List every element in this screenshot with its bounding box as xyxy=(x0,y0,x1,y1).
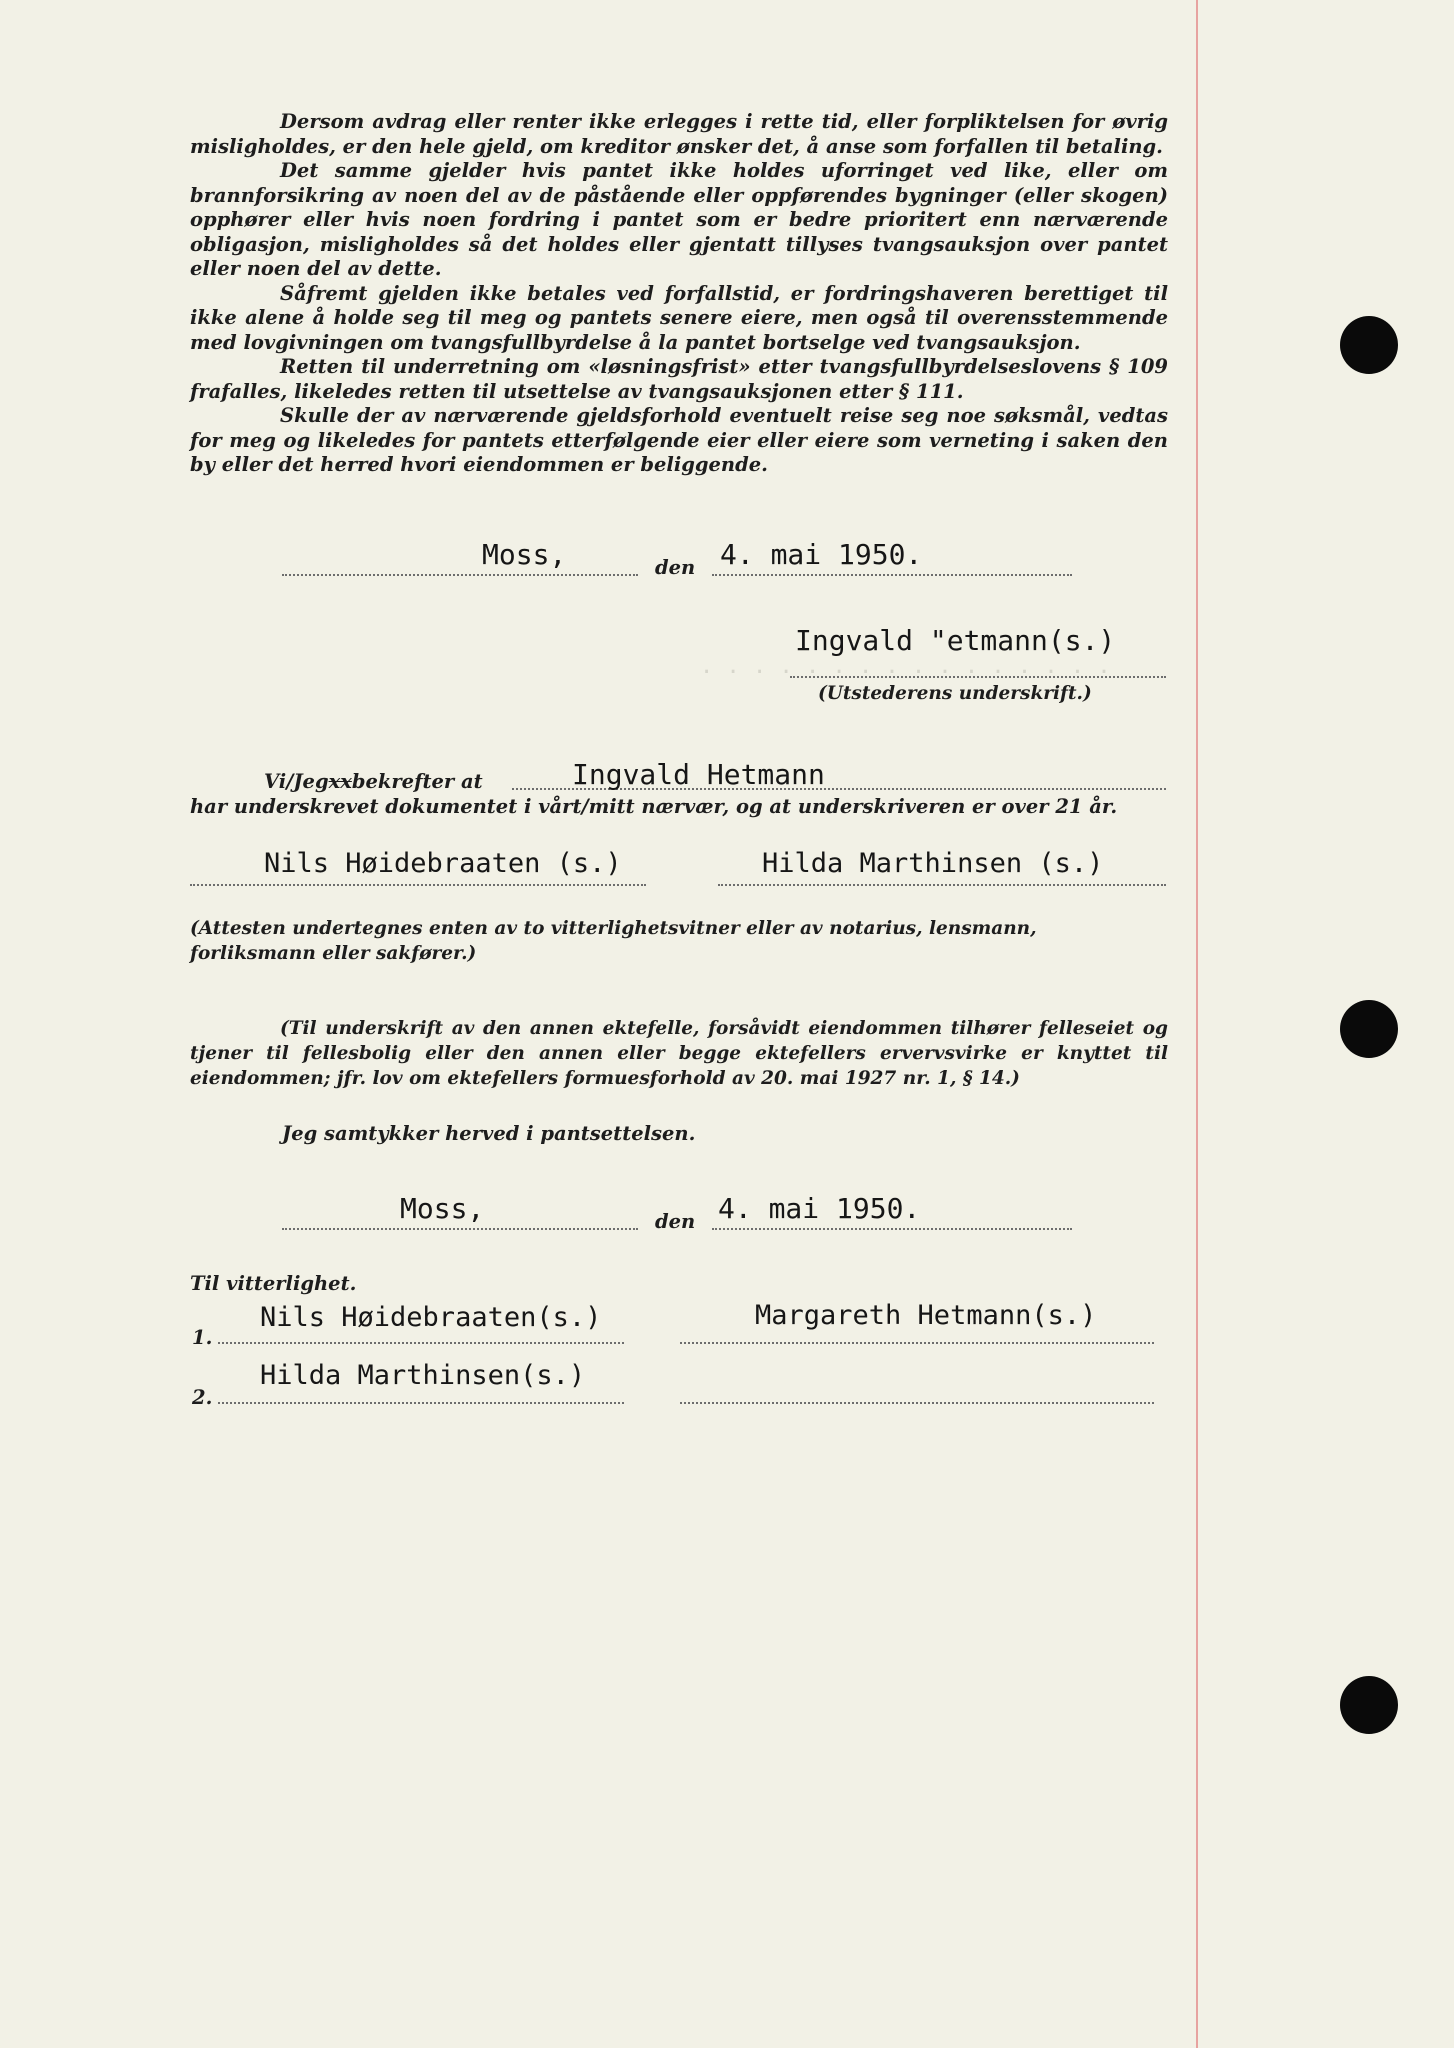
witness-section-label: Til vitterlighet. xyxy=(190,1272,357,1295)
paragraph-venue: Skulle der av nærværende gjeldsforhold eventuelt reise seg noe søksmål, vedtas for meg og likeledes for pantets etterfølgende eier eller eiere som verneting i saken den by eller det herred hvori eiendommen er beliggende. xyxy=(190,404,1168,476)
consent-statement: Jeg samtykker herved i pantsettelsen. xyxy=(282,1122,696,1145)
margin-line xyxy=(1196,0,1198,2048)
paragraph-default: Dersom avdrag eller renter ikke erlegges i rette tid, eller forpliktelsen for øvrig misligholdes, er den hele gjeld, om kreditor ønsker det, å anse som forfallen til betaling. xyxy=(190,110,1168,158)
bleed-through-decoration: · · · · · · · · · · · · · · · · xyxy=(700,660,1111,685)
attestation-prefix xyxy=(264,770,483,793)
issuer-signature-line xyxy=(790,676,1166,678)
spouse-signature: Margareth Hetmann(s.) xyxy=(755,1300,1097,1331)
attestation-witness-2-line xyxy=(718,884,1166,886)
issuer-caption: (Utstederens underskrift.) xyxy=(818,683,1092,704)
date-2: 4. mai 1950. xyxy=(718,1192,921,1225)
witness-number-1: 1. xyxy=(192,1326,213,1349)
attestation-witness-1: Nils Høidebraaten (s.) xyxy=(264,848,622,879)
issuer-signature: Ingvald "etmann(s.) xyxy=(795,624,1116,657)
witness-1-signature: Nils Høidebraaten(s.) xyxy=(260,1302,602,1333)
spouse-note xyxy=(190,1016,1168,1091)
den-label-2: den xyxy=(655,1210,696,1233)
attestation-witness-1-line xyxy=(190,884,646,886)
overstrike-mark: xx xyxy=(328,770,352,793)
legal-terms xyxy=(190,110,1168,478)
paragraph-forced-sale: Såfremt gjelden ikke betales ved forfallstid, er fordringshaveren berettiget til ikke alene å holde seg til meg og pantets senere eiere, men også til overensstemmende med lovgivningen om tvangsfullbyrdelse å la pantet bortselge ved tvangsauksjon. xyxy=(190,281,1168,354)
paragraph-notice: Retten til underretning om «løsningsfrist» etter tvangsfullbyrdelseslovens § 109 frafalles, likeledes retten til utsettelse av tvangsauksjonen etter § 111. xyxy=(190,355,1168,403)
paragraph-security: Det samme gjelder hvis pantet ikke holdes uforringet ved like, eller om brannforsikring av noen del av de påstående eller oppførendes bygninger (eller skogen) opphører eller hvis noen fordring i pantet som er bedre prioritert enn nærværende obligasjon, misligholdes så det holdes eller gjentatt tillyses tvangsauksjon over pantet eller noen del av dette. xyxy=(190,159,1168,280)
attestation-note-text: (Attesten undertegnes enten av to vitterlighetsvitner eller av notarius, lensmann, forliksmann eller sakfører.) xyxy=(190,918,1037,964)
place-line-2 xyxy=(282,1228,638,1230)
date-1: 4. mai 1950. xyxy=(720,538,923,571)
witness-1-line xyxy=(218,1342,624,1344)
punch-hole-top xyxy=(1340,316,1398,374)
attestation-verb: bekrefter at xyxy=(351,770,483,793)
date-line-2 xyxy=(712,1228,1072,1230)
punch-hole-bottom xyxy=(1340,1676,1398,1734)
witness-2-signature: Hilda Marthinsen(s.) xyxy=(260,1360,586,1391)
attested-name: Ingvald Hetmann xyxy=(572,758,825,791)
place-line-1 xyxy=(282,574,638,576)
witness-number-2: 2. xyxy=(192,1386,213,1409)
spouse-note-text: (Til underskrift av den annen ektefelle, forsåvidt eiendommen tilhører felleseiet og tjener til fellesbolig eller den annen eller begge ektefellers ervervsvirke er knyttet til eiendommen; jfr. lov om ektefellers formuesforhold av 20. mai 1927 nr. 1, § 14.) xyxy=(190,1018,1168,1089)
attestation-note xyxy=(190,916,1168,966)
place-1: Moss, xyxy=(482,538,567,571)
date-line-1 xyxy=(712,574,1072,576)
attestation-line2: har underskrevet dokumentet i vårt/mitt nærvær, og at underskriveren er over 21 år. xyxy=(190,795,1118,818)
witness-2-line xyxy=(218,1402,624,1404)
spouse-signature-line xyxy=(680,1342,1154,1344)
attestation-prefix-text: Vi/Jeg xyxy=(264,770,329,793)
blank-signature-line xyxy=(680,1402,1154,1404)
punch-hole-middle xyxy=(1340,1000,1398,1058)
place-2: Moss, xyxy=(400,1192,485,1225)
den-label-1: den xyxy=(655,556,696,579)
attestation-witness-2: Hilda Marthinsen (s.) xyxy=(762,848,1104,879)
